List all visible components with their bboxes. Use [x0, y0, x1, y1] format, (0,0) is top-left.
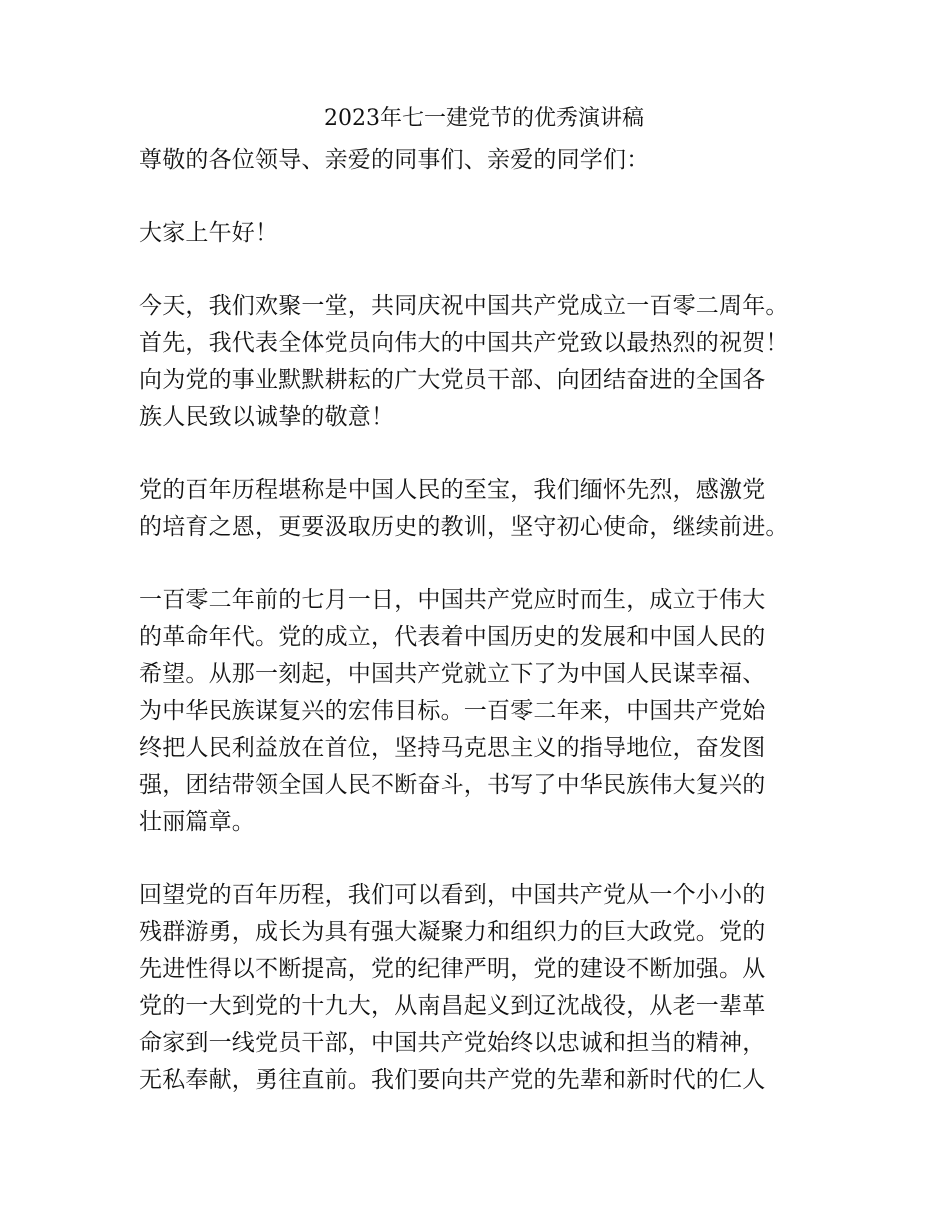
text-line: 族人民致以诚挚的敬意！ [139, 404, 395, 430]
text-line: 希望。从那一刻起，中国共产党就立下了为中国人民谋幸福、 [139, 661, 766, 687]
paragraph [139, 472, 829, 546]
text-line: 首先，我代表全体党员向伟大的中国共产党致以最热烈的祝贺！ [139, 330, 789, 356]
text-line: 尊敬的各位领导、亲爱的同事们、亲爱的同学们： [139, 147, 650, 173]
text-line: 命家到一线党员干部，中国共产党始终以忠诚和担当的精神， [139, 1030, 766, 1056]
text-line: 终把人民利益放在首位，坚持马克思主义的指导地位，奋发图 [139, 735, 766, 761]
text-line: 大家上午好！ [139, 220, 279, 246]
text-line: 残群游勇，成长为具有强大凝聚力和组织力的巨大政党。党的 [139, 919, 766, 945]
document-body [139, 142, 829, 1099]
paragraph [139, 142, 829, 179]
text-line: 先进性得以不断提高，党的纪律严明，党的建设不断加强。从 [139, 956, 766, 982]
text-line: 为中华民族谋复兴的宏伟目标。一百零二年来，中国共产党始 [139, 698, 766, 724]
document-page [139, 102, 829, 1135]
text-line: 壮丽篇章。 [139, 809, 255, 835]
text-line: 的革命年代。党的成立，代表着中国历史的发展和中国人民的 [139, 624, 766, 650]
paragraph [139, 288, 829, 436]
text-line: 无私奉献，勇往直前。我们要向共产党的先辈和新时代的仁人 [139, 1067, 766, 1093]
text-line: 向为党的事业默默耕耘的广大党员干部、向团结奋进的全国各 [139, 367, 766, 393]
paragraph [139, 215, 829, 252]
text-line: 强，团结带领全国人民不断奋斗，书写了中华民族伟大复兴的 [139, 772, 766, 798]
paragraph [139, 582, 829, 841]
text-line: 党的一大到党的十九大，从南昌起义到辽沈战役，从老一辈革 [139, 993, 766, 1019]
text-line: 的培育之恩，更要汲取历史的教训，坚守初心使命，继续前进。 [139, 514, 789, 540]
paragraph [139, 877, 829, 1099]
text-line: 回望党的百年历程，我们可以看到，中国共产党从一个小小的 [139, 882, 766, 908]
text-line: 今天，我们欢聚一堂，共同庆祝中国共产党成立一百零二周年。 [139, 293, 789, 319]
text-line: 党的百年历程堪称是中国人民的至宝，我们缅怀先烈，感激党 [139, 477, 766, 503]
document-title: 2023年七一建党节的优秀演讲稿 [324, 106, 644, 131]
text-line: 一百零二年前的七月一日，中国共产党应时而生，成立于伟大 [139, 587, 766, 613]
